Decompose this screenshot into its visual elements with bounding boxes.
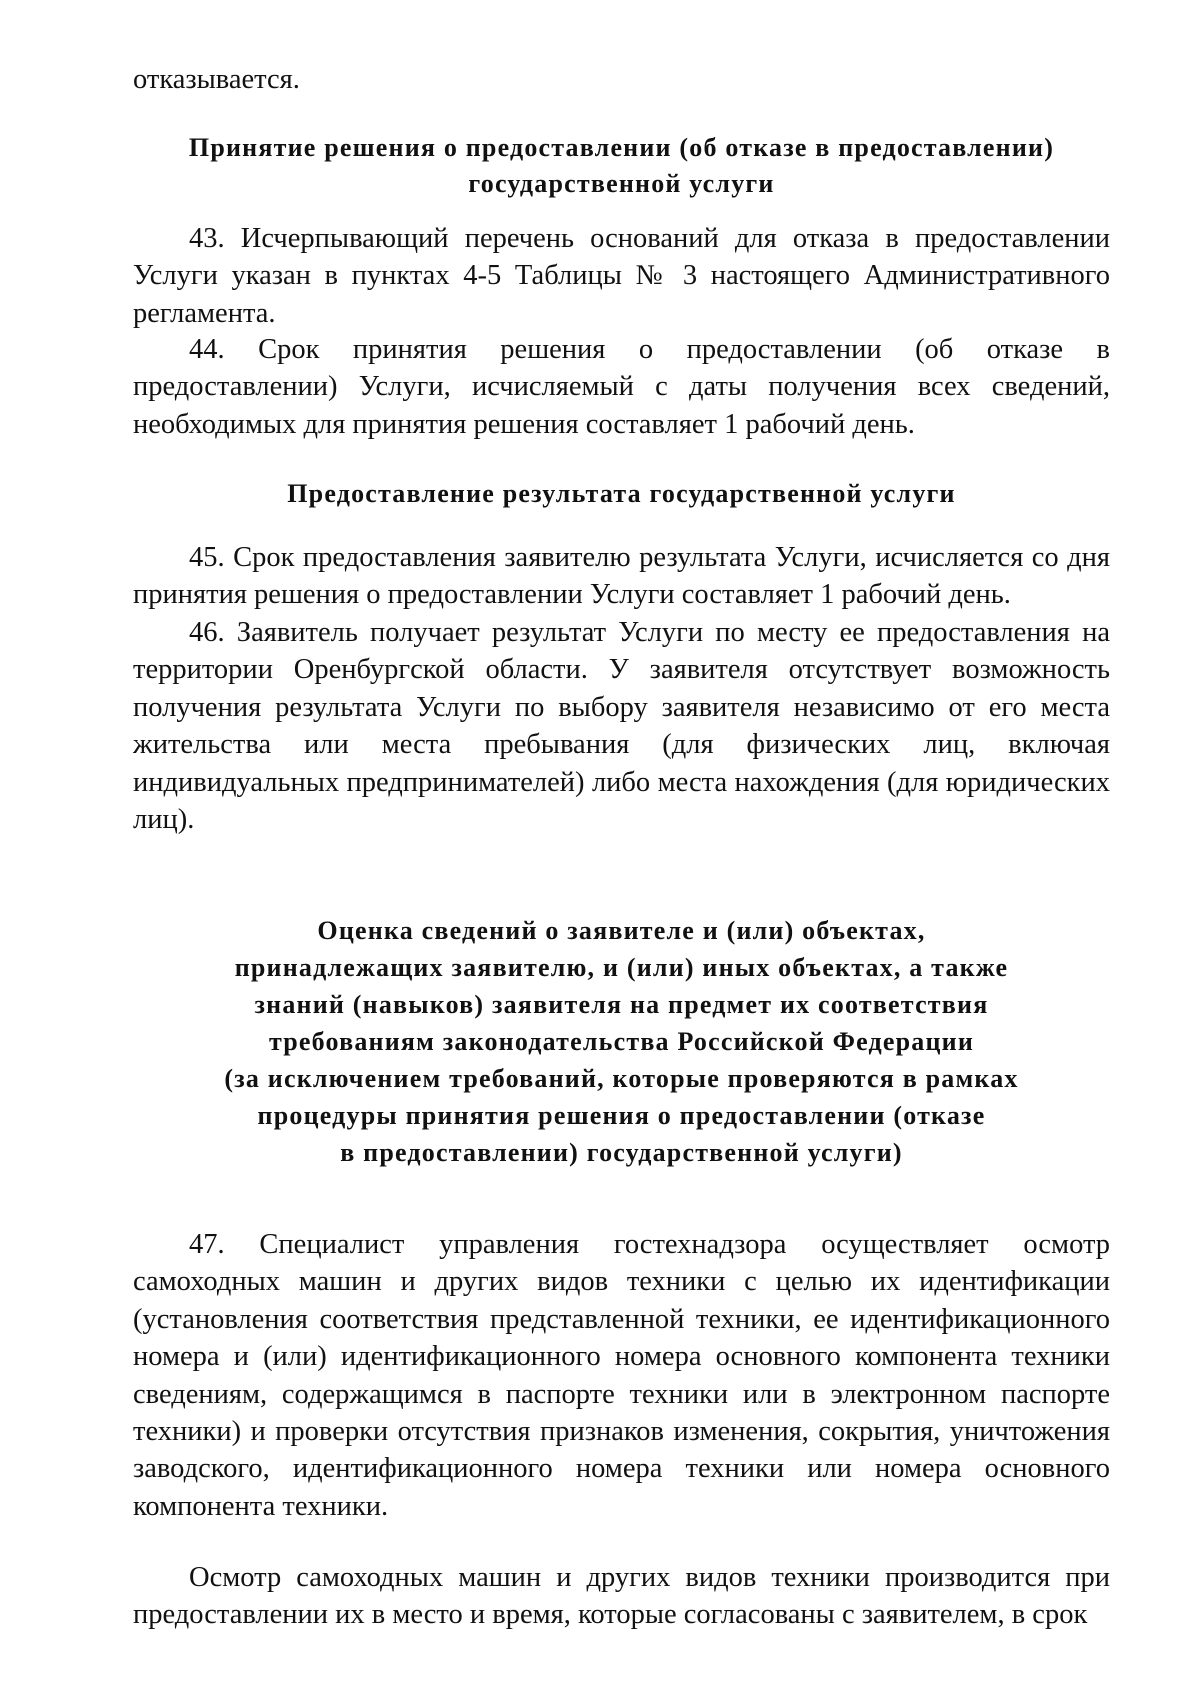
heading-decision-line-2: государственной услуги xyxy=(468,169,775,198)
heading-assessment-line-6: процедуры принятия решения о предоставлении (отказе xyxy=(257,1101,986,1130)
paragraph-47-continued: Осмотр самоходных машин и других видов техники производится при предоставлении их в место и время, которые согласованы с заявителем, в срок xyxy=(133,1562,1110,1631)
heading-decision-line-1: Принятие решения о предоставлении (об отказе в предоставлении) xyxy=(188,133,1055,162)
heading-result-line-1: Предоставление результата государственной услуги xyxy=(287,479,956,508)
heading-assessment-line-2: принадлежащих заявителю, и (или) иных объектах, а также xyxy=(234,953,1009,982)
heading-result xyxy=(133,476,1110,512)
paragraph-43: 43. Исчерпывающий перечень оснований для отказа в предоставлении Услуги указан в пунктах 4-5 Таблицы № 3 настоящего Административного регламента. xyxy=(133,223,1110,329)
paragraph-46: 46. Заявитель получает результат Услуги по месту ее предоставления на территории Оренбургской области. У заявителя отсутствует возможность получения результата Услуги по выбору заявителя независимо от его места жительства или места пребывания (для физических лиц, включая индивидуальных предпринимателей) либо места нахождения (для юридических лиц). xyxy=(133,617,1110,836)
heading-assessment-line-5: (за исключением требований, которые проверяются в рамках xyxy=(224,1064,1019,1093)
paragraph-45: 45. Срок предоставления заявителю результата Услуги, исчисляется со дня принятия решения о предоставлении Услуги составляет 1 рабочий день. xyxy=(133,542,1110,611)
paragraph-44: 44. Срок принятия решения о предоставлении (об отказе в предоставлении) Услуги, исчисляемый с даты получения всех сведений, необходимых для принятия решения составляет 1 рабочий день. xyxy=(133,334,1110,440)
heading-assessment-line-7: в предоставлении) государственной услуги) xyxy=(340,1138,903,1167)
paragraph-47: 47. Специалист управления гостехнадзора осуществляет осмотр самоходных машин и других видов техники с целью их идентификации (установления соответствия представленной техники, ее идентификационного номера и (или) идентификационного номера основного компонента техники сведениям, содержащимся в паспорте техники или в электронном паспорте техники) и проверки отсутствия признаков изменения, сокрытия, уничтожения заводского, идентификационного номера техники или номера основного компонента техники. xyxy=(133,1229,1110,1522)
heading-assessment-line-3: знаний (навыков) заявителя на предмет их соответствия xyxy=(254,990,989,1019)
heading-assessment-line-1: Оценка сведений о заявителе и (или) объектах, xyxy=(317,916,926,945)
heading-decision xyxy=(133,130,1110,202)
heading-assessment xyxy=(133,912,1110,1171)
intro-fragment: отказывается. xyxy=(133,64,300,95)
heading-assessment-line-4: требованиям законодательства Российской Федерации xyxy=(268,1027,975,1056)
